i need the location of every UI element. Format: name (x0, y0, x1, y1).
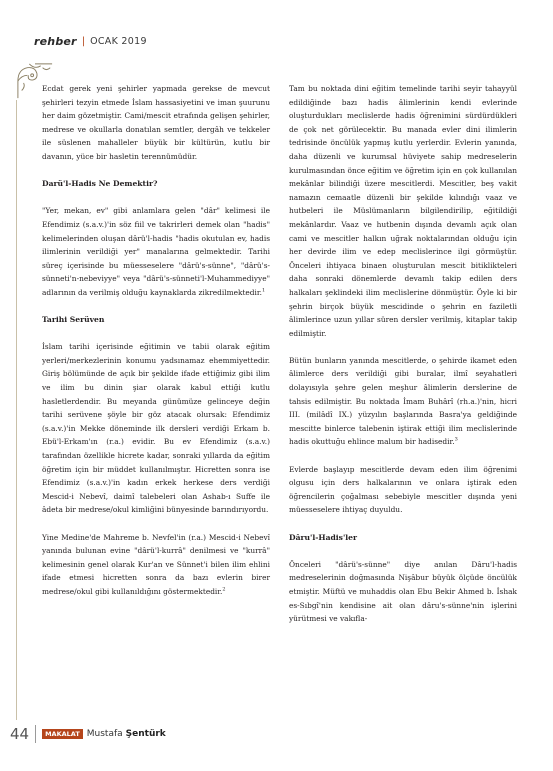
magazine-brand: rehber (34, 34, 77, 48)
new-institutions-paragraph: Evlerde başlayıp mescitlerde devam eden ilim öğrenimi olgusu için ders halkalarının ve onlara iştirak eden öğrencilerin çoğalması sebebiyle mescitler dışında yeni müesseselere ihtiyaç duyuldu. (289, 464, 517, 515)
nishapur-paragraph: Önceleri "dârü's-sünne" diye anılan Dâru'l-hadis medreselerinin doğmasında Nişâbur büyük ölçüde öncülük etmiştir. Müftü ve muhaddis olan Ebu Bekir Ahmed b. İshak es-Sıbgî'nin kendisine ait olan dâru's-sünne'nin işlerini yürütmesi ve vakıfla- (289, 559, 517, 624)
medina-paragraph (42, 531, 270, 599)
footnote-marker: 3 (454, 436, 458, 443)
history-paragraph: İslam tarihi içerisinde eğitimin ve tabii olarak eğitim yerleri/merkezlerinin konumu yadsınamaz ehemmiyettedir. Giriş bölümünde de açık bir şekilde ifade ettiğimiz gibi ilim ve ilim bu dinin şiar olarak kabul ettiği kutlu hasletlerdendir. Bu meyanda günümüze gelinceye değin tarihi serüvene şöyle bir göz atacak olursak: Efendimiz (s.a.v.)'in Mekke döneminde ilk dersleri verdiği Erkam b. Ebü'l-Erkam'ın (r.a.) evidir. Bu ev Efendimiz (s.a.v.) tarafından özellikle hicrete kadar, sonraki yıllarda da eğitim öğretim için bir müddet kullanılmıştır. Hicretten sonra ise Efendimiz (s.a.v.)'in kadın erkek herkese ders verdiği Mescid-i Nebevî, daimî talebeleri olan Ashab-ı Suffe ile âdeta bir medrese/okul kimliğini bünyesinde barındırıyordu. (42, 342, 270, 515)
bukhari-text: Bütün bunların yanında mescitlerde, o şehirde ikamet eden âlimlerce ders verildiği gibi buralar, ilmî seyahatleri dolayısıyla şehre gelen meşhur âlimlerin derslerine de tahsis edilmiştir. Bu noktada İmam Buhârî (rh.a.)'nin, hicri III. (milâdî IX.) yüzyılın başlarında Basra'ya geldiğinde mescitte binlerce talebenin iştirak ettiği ilim meclislerinde hadis okuttuğu ehlince malum bir hadisedir. (289, 355, 517, 447)
page-footer (10, 724, 166, 744)
footnote-marker: 1 (261, 287, 266, 294)
heading-darul-hadis-ne-demektir: Darü'l-Hadis Ne Demektir? (42, 179, 158, 189)
right-column (289, 82, 517, 639)
page-number: 44 (10, 725, 30, 743)
definition-paragraph (42, 204, 270, 299)
mosque-education-paragraph: Tam bu noktada dini eğitim temelinde tarihi seyir tahayyül edildiğinde bazı hadis âlimlerinin kendi evlerinde oluşturdukları meclislerde hadis öğrenimini sürdürdükleri de çok net görülecektir. Bu manada evler dini ilimlerin tedrisinde öncülük yapmış kutlu yerlerdir. Evlerin yanında, daha düzenli ve kurumsal hüviyete sahip medreselerin kurulmasından önce eğitim ve öğretim için en çok kullanılan mekânlar bilindiği üzere mescitlerdi. Mescitler, beş vakit namazın cemaatle düzenli bir şekilde kılındığı vaaz ve hutbeleri ile Müslümanların bilgilendirilip, eğitildiği mekânlardır. Vaaz ve hutbenin dışında devamlı açık olan cami ve mescitler halkın uğrak noktalarından olduğu için her devirde ilim ve edep meclislerince ilgi görmüştür. Önceleri ihtiyaca binaen oluşturulan mescit bitiklikteleri daha sonraki dönemlerde devamlı takip edilen ders halkaları şeklindeki ilim meclislerine dönmüştür. Öyle ki bir şehrin birçok büyük mescidinde o şehrin en faziletli âlimlerince uzun yıllar süren dersler verilmiş, kitaplar takip edilmiştir. (289, 84, 517, 338)
left-column (42, 82, 270, 612)
header-separator: | (81, 35, 86, 47)
bukhari-paragraph (289, 354, 517, 449)
footnote-marker: 2 (222, 586, 226, 593)
page-header (34, 33, 147, 49)
footer-divider (35, 725, 36, 743)
author-last-name: Şentürk (125, 729, 166, 739)
issue-date: OCAK 2019 (90, 35, 147, 47)
margin-rule (16, 100, 17, 720)
intro-paragraph: Ecdat gerek yeni şehirler yapmada gerekse de mevcut şehirleri tezyin etmede İslam hassasiyetini ve iman şuurunu her daim gözetmiştir. Cami/mescit etrafında gelişen şehirler, medrese ve okullarla donatılan semtler, dergâh ve tekkeler ile süslenen mahalleler büyük bir kültürün, kutlu bir davanın, yüce bir hasletin terennümüdür. (42, 84, 270, 161)
author-first-name: Mustafa (86, 729, 123, 739)
medina-text: Yine Medine'de Mahreme b. Nevfel'in (r.a.) Mescid-i Nebevî yanında bulunan evine "dârü'l-kurrâ" denilmesi ve "kurrâ" kelimesinin genel olarak Kur'an ve Sünnet'i bilen ilim ehlini ifade etmesi hicretten sonra da bazı evlerin birer medrese/okul gibi kullanıldığını göstermektedir. (42, 532, 270, 596)
definition-text: "Yer, mekan, ev" gibi anlamlara gelen "dâr" kelimesi ile Efendimiz (s.a.v.)'in söz fiil ve takrirleri demek olan "hadis" kelimelerinden oluşan dârü'l-hadis "hadis okutulan ev, hadis ilimlerinin verildiği yer" manalarına gelmektedir. Tarihi süreç içerisinde bu müesseselere "dârü's-sünne", "dârü's-sünneti'n-nebeviyye" veya "dârü's-sünneti'l-Muhammediyye" adlarının da verilmiş olduğu kaynaklarda zikredilmektedir. (42, 206, 270, 297)
heading-darul-hadisler: Dâru'l-Hadis'ler (289, 532, 357, 542)
heading-tarihi-seruven: Tarihi Serüven (42, 315, 105, 325)
section-badge: MAKALAT (42, 729, 83, 739)
